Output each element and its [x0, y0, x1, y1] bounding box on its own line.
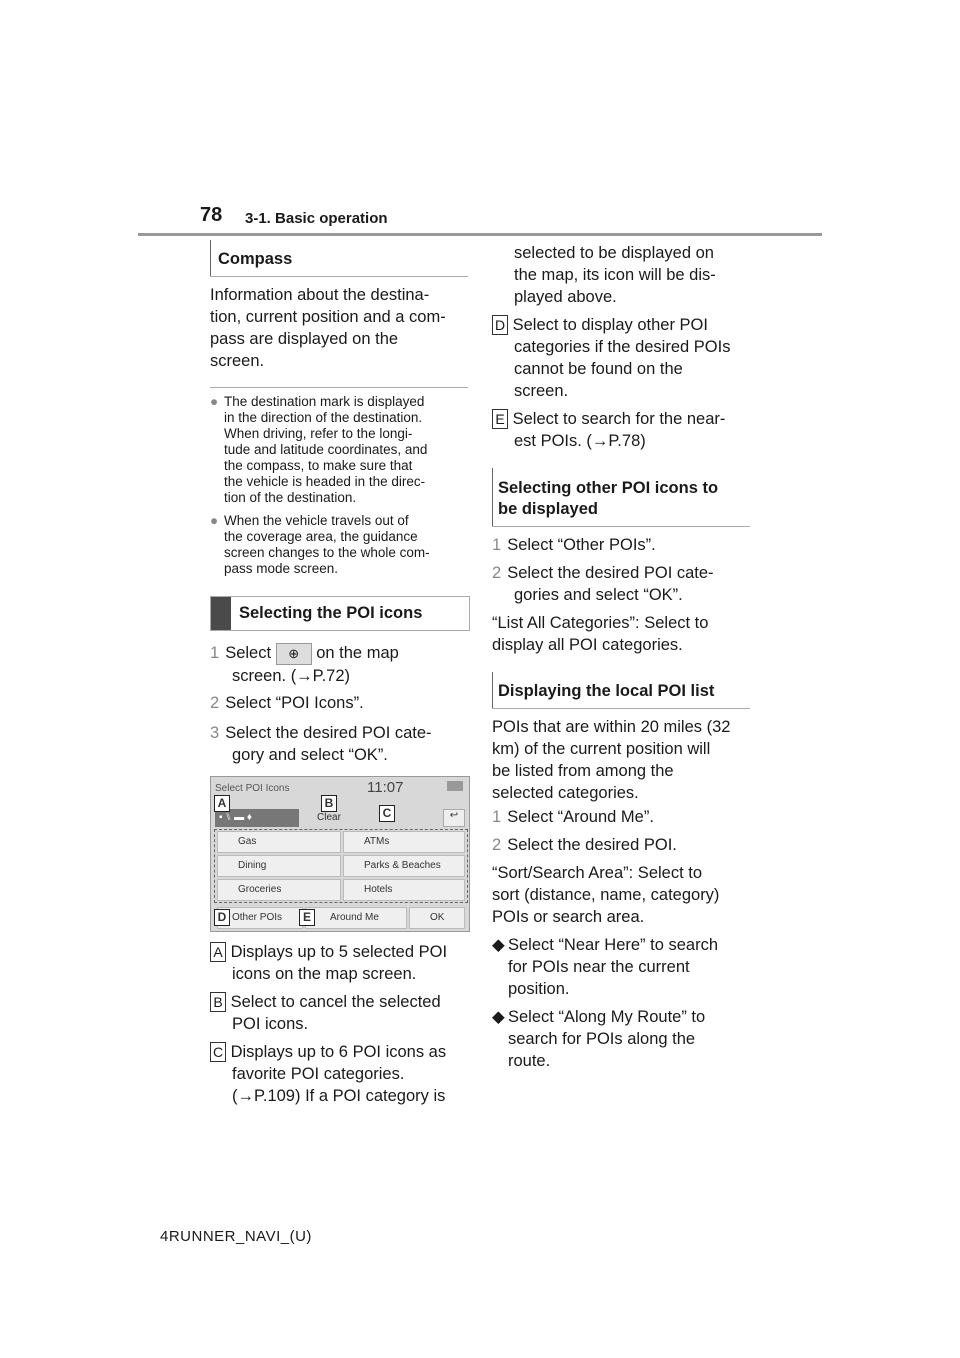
callout-e: E	[299, 909, 315, 926]
bullet-near-here: ◆ Select “Near Here” to search for POIs near the current position.	[492, 936, 718, 998]
back-icon[interactable]: ↩	[443, 809, 465, 827]
category-gas[interactable]: Gas	[217, 831, 341, 853]
compass-heading: Compass	[210, 240, 468, 277]
note-divider	[210, 387, 468, 388]
local-step-1: 1 Select “Around Me”.	[492, 808, 654, 826]
callout-b: B	[321, 795, 337, 812]
poi-icons-screen	[210, 776, 470, 932]
category-groceries[interactable]: Groceries	[217, 879, 341, 901]
other-pois-button[interactable]: Other POIs	[217, 907, 303, 929]
header-divider	[138, 233, 822, 236]
map-menu-icon: ⊕	[276, 643, 312, 665]
compass-text: Information about the destina- tion, current position and a com- pass are displayed on the screen.	[210, 286, 446, 370]
desc-d: D Select to display other POI categories if the desired POIs cannot be found on the screen.	[492, 314, 752, 402]
page-number: 78	[200, 204, 223, 226]
callout-d: D	[214, 909, 230, 926]
desc-a: A Displays up to 5 selected POI icons on the map screen.	[210, 941, 470, 985]
callout-a: A	[214, 795, 230, 812]
screen-title: Select POI Icons	[215, 783, 290, 794]
footer-model: 4RUNNER_NAVI_(U)	[160, 1228, 312, 1245]
local-poi-heading: Displaying the local POI list	[492, 672, 750, 709]
list-all-text: “List All Categories”: Select to display all POI categories.	[492, 614, 709, 654]
other-step-1: 1 Select “Other POIs”.	[492, 536, 656, 554]
screen-time: 11:07	[367, 779, 404, 796]
category-hotels[interactable]: Hotels	[343, 879, 465, 901]
section-title: 3-1. Basic operation	[245, 210, 388, 227]
desc-e: E Select to search for the near- est POIs. (→P.78)	[492, 408, 752, 452]
other-step-2: 2 Select the desired POI cate- gories and select “OK”.	[492, 564, 714, 604]
step-3: 3 Select the desired POI cate- gory and select “OK”.	[210, 724, 432, 764]
desc-c: C Displays up to 6 POI icons as favorite POI categories. (→P.109) If a POI category is	[210, 1041, 470, 1107]
poi-icons-icon: ▪ ⑊ ▬ ♦	[219, 812, 252, 823]
category-atms[interactable]: ATMs	[343, 831, 465, 853]
bullet-along-route: ◆ Select “Along My Route” to search for POIs along the route.	[492, 1008, 706, 1070]
local-poi-text: POIs that are within 20 miles (32 km) of the current position will be listed from among the selected categories.	[492, 718, 731, 802]
note-1: ● The destination mark is displayed in the direction of the destination. When driving, refer to the longi- tude and latitude coordinates, and the compass, to make sure that the vehicle is headed in the direc- tion of the destination.	[210, 394, 428, 505]
step-1: 1 Select ⊕ on the map screen. (→P.72)	[210, 644, 399, 685]
other-poi-heading: Selecting other POI icons to be displayed	[492, 468, 750, 527]
clear-button[interactable]: Clear	[317, 812, 341, 823]
ok-button[interactable]: OK	[409, 907, 465, 929]
step-2: 2 Select “POI Icons”.	[210, 694, 364, 712]
sort-text: “Sort/Search Area”: Select to sort (distance, name, category) POIs or search area.	[492, 864, 720, 926]
poi-icons-heading: Selecting the POI icons	[210, 596, 470, 631]
desc-c-continued: selected to be displayed on the map, its icon will be dis- played above.	[514, 244, 716, 306]
local-step-2: 2 Select the desired POI.	[492, 836, 677, 854]
around-me-button[interactable]: Around Me	[305, 907, 407, 929]
callout-c: C	[379, 805, 395, 822]
status-icon	[447, 781, 463, 791]
desc-b: B Select to cancel the selected POI icons.	[210, 991, 470, 1035]
note-2: ● When the vehicle travels out of the coverage area, the guidance screen changes to the whole com- pass mode screen.	[210, 513, 430, 576]
category-parks[interactable]: Parks & Beaches	[343, 855, 465, 877]
category-dining[interactable]: Dining	[217, 855, 341, 877]
